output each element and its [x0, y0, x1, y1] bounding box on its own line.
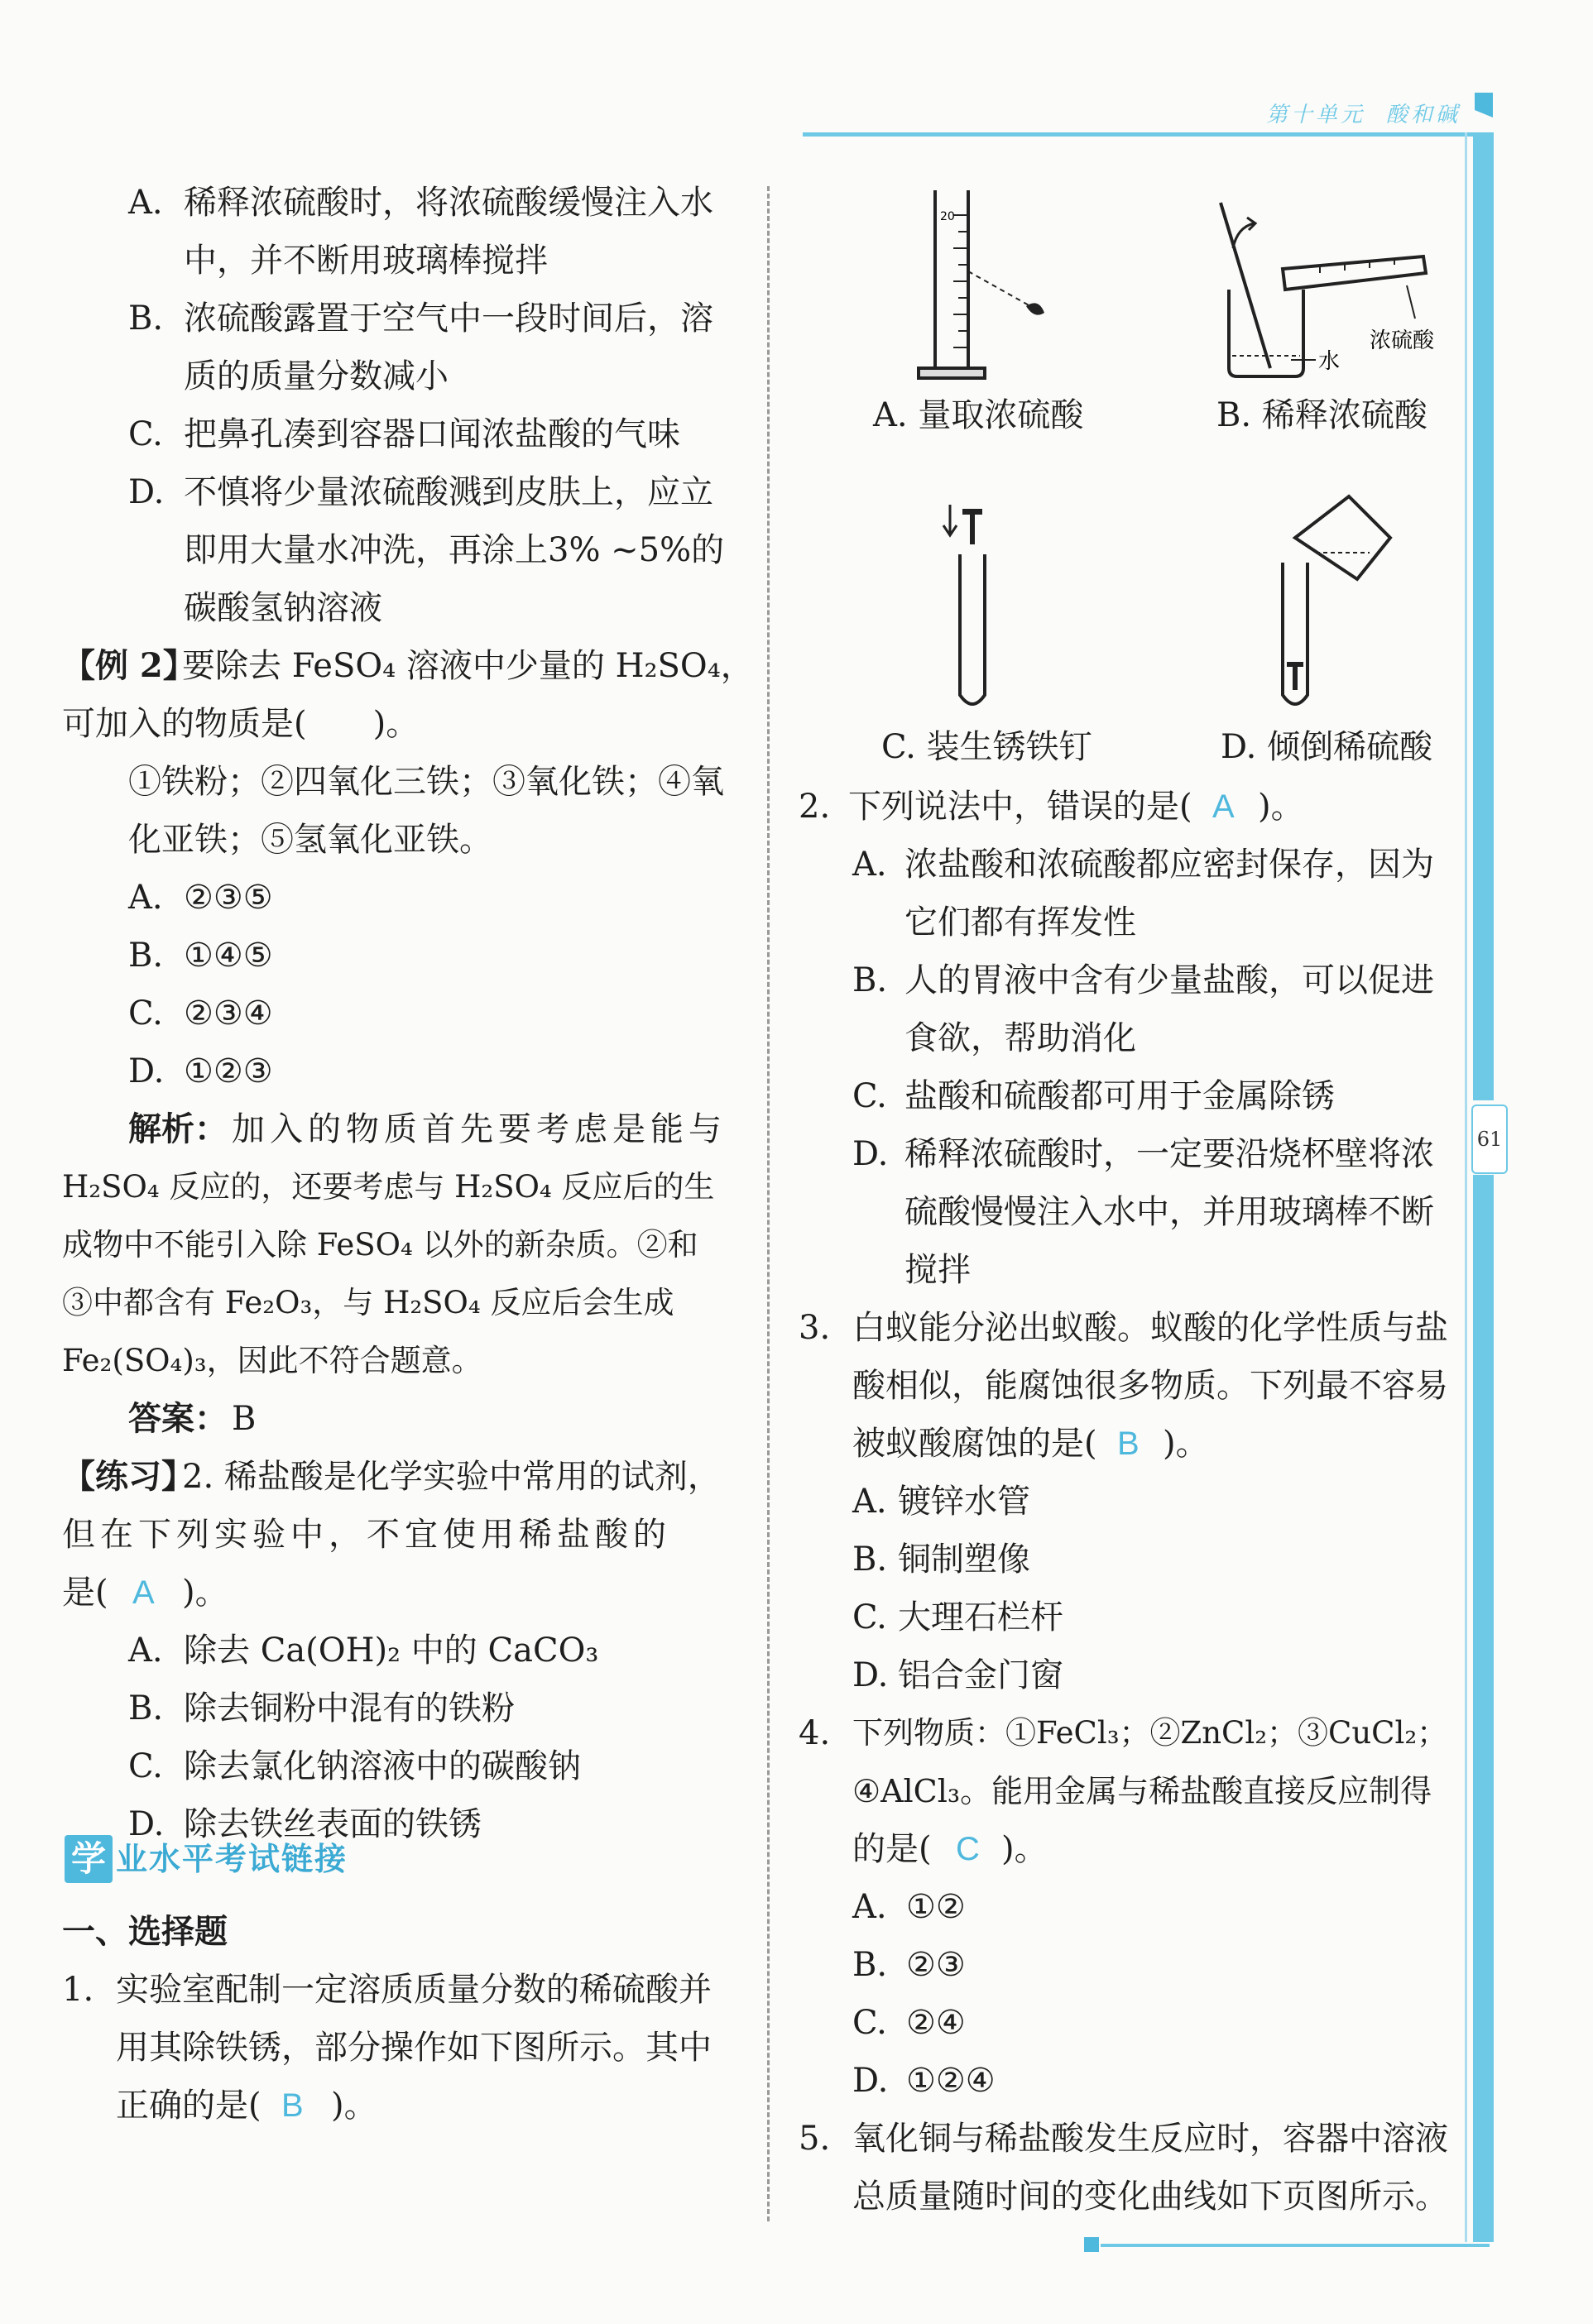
example2-option-a-letter: A.	[128, 879, 163, 917]
q2-option-b-letter: B.	[852, 961, 888, 999]
beaker	[1229, 290, 1303, 376]
sight-line	[968, 271, 1030, 306]
q5-line2: 总质量随时间的变化曲线如下页图所示。	[852, 2178, 1448, 2216]
q1-line3-pre: 正确的是(	[116, 2087, 262, 2125]
q2-option-a-letter: A.	[852, 846, 887, 884]
q2-answer: A	[1212, 788, 1235, 825]
figure-dilution	[1204, 190, 1452, 389]
prev-option-a-line1: 稀释浓硫酸时，将浓硫酸缓慢注入水	[184, 184, 713, 222]
q3-option-c-text: 大理石栏杆	[898, 1598, 1063, 1636]
practice-option-c-text: 除去氯化钠溶液中的碳酸钠	[184, 1747, 581, 1785]
practice-option-d-text: 除去铁丝表面的铁锈	[184, 1805, 482, 1843]
cylinder-ticks	[953, 215, 968, 347]
bottom-rule	[1101, 2244, 1490, 2247]
q4-option-c-text: ②④	[906, 2004, 966, 2042]
q3-option-a-text: 镀锌水管	[898, 1483, 1030, 1521]
q3-option-a-letter: A.	[852, 1483, 887, 1521]
acid-vessel	[1283, 256, 1426, 290]
q4-line2: ④AlCl₃。能用金属与稀盐酸直接反应制得	[852, 1773, 1432, 1809]
section-badge: 学	[65, 1835, 113, 1883]
nail-in-tube	[1287, 662, 1303, 690]
prev-option-a-line2: 中，并不断用玻璃棒搅拌	[184, 242, 548, 280]
prev-option-c-letter: C.	[128, 415, 163, 453]
q2-option-d-line3: 搅拌	[904, 1251, 971, 1289]
analysis-line1: 加入的物质首先要考虑是能与	[232, 1110, 727, 1148]
example2-tag: 【例 2】	[62, 646, 196, 685]
q3-option-d-text: 铝合金门窗	[898, 1656, 1063, 1694]
prev-option-d-letter: D.	[128, 473, 165, 511]
header-rule	[803, 132, 1481, 137]
practice-option-a-text: 除去 Ca(OH)₂ 中的 CaCO₃	[184, 1632, 599, 1670]
example2-stem2: 可加入的物质是( )。	[62, 705, 420, 743]
q3-line2: 酸相似，能腐蚀很多物质。下列最不容易	[852, 1367, 1448, 1405]
q2-option-b-line2: 食欲，帮助消化	[904, 1019, 1136, 1057]
stir-arrow-icon	[1233, 218, 1255, 248]
analysis-line2: H₂SO₄ 反应的，还要考虑与 H₂SO₄ 反应后的生	[62, 1169, 715, 1205]
practice-option-a-letter: A.	[128, 1632, 163, 1670]
practice-stem2: 但在下列实验中，不宜使用稀盐酸的	[62, 1516, 671, 1554]
practice-tag: 【练习】	[62, 1457, 194, 1496]
q4-option-d-text: ①②④	[906, 2062, 996, 2100]
prev-option-c-line1: 把鼻孔凑到容器口闻浓盐酸的气味	[184, 415, 680, 453]
side-bar-bottom	[1473, 1175, 1494, 2242]
side-bar-inner-line	[1465, 132, 1467, 2242]
q2-stem-post: )。	[1258, 788, 1304, 826]
q1-number: 1.	[62, 1971, 94, 2009]
q2-option-a-line2: 它们都有挥发性	[904, 903, 1136, 942]
practice-stem3-pre: 是(	[62, 1574, 108, 1612]
practice-option-d-letter: D.	[128, 1805, 165, 1843]
q1-line1: 实验室配制一定溶质质量分数的稀硫酸并	[116, 1971, 712, 2009]
q2-option-a-line1: 浓盐酸和浓硫酸都应密封保存，因为	[904, 846, 1434, 884]
bottom-square	[1084, 2237, 1099, 2252]
q1-line3-post: )。	[331, 2087, 377, 2125]
q3-option-b-letter: B.	[852, 1541, 888, 1579]
q4-option-a-text: ①②	[906, 1888, 966, 1926]
q4-line3-post: )。	[1001, 1830, 1048, 1868]
practice-option-b-letter: B.	[128, 1689, 164, 1727]
q2-option-d-letter: D.	[852, 1135, 889, 1173]
test-tube	[960, 554, 985, 704]
analysis-line5: Fe₂(SO₄)₃，因此不符合题意。	[62, 1343, 482, 1378]
q2-option-d-line1: 稀释浓硫酸时，一定要沿烧杯壁将浓	[904, 1135, 1434, 1173]
example2-option-d-text: ①②③	[184, 1052, 273, 1090]
label-conc-acid: 浓硫酸	[1370, 328, 1435, 353]
prev-option-d-line1: 不慎将少量浓硫酸溅到皮肤上，应立	[184, 473, 713, 511]
q2-number: 2.	[799, 788, 831, 826]
section-title: 业水平考试链接	[116, 1841, 348, 1877]
analysis-line4: ③中都含有 Fe₂O₃，与 H₂SO₄ 反应后会生成	[62, 1285, 674, 1320]
figure-b-caption: B. 稀释浓硫酸	[1216, 396, 1427, 434]
example2-option-a-text: ②③⑤	[184, 879, 273, 917]
example2-stem1: 要除去 FeSO₄ 溶液中少量的 H₂SO₄，	[182, 647, 754, 685]
figure-a-caption: A. 量取浓硫酸	[873, 396, 1084, 434]
q4-line3-pre: 的是(	[852, 1830, 932, 1868]
q5-line1: 氧化铜与稀盐酸发生反应时，容器中溶液	[852, 2120, 1448, 2158]
practice-stem1: 2. 稀盐酸是化学实验中常用的试剂，	[182, 1458, 721, 1496]
figure-test-tube-nail	[935, 496, 1018, 720]
q2-option-d-line2: 硫酸慢慢注入水中，并用玻璃棒不断	[904, 1193, 1434, 1231]
practice-stem3-post: )。	[182, 1574, 228, 1612]
q3-line3-post: )。	[1163, 1425, 1209, 1463]
header-unit: 第十单元	[1266, 103, 1366, 127]
column-divider	[767, 186, 770, 2221]
q3-option-d-letter: D.	[852, 1656, 889, 1694]
figure-graduated-cylinder	[902, 182, 1092, 389]
subsection-title: 一、选择题	[62, 1913, 228, 1951]
q4-number: 4.	[799, 1714, 831, 1752]
figure-c-caption: C. 装生锈铁钉	[881, 728, 1092, 766]
q4-option-b-letter: B.	[852, 1946, 888, 1984]
answer-value: B	[232, 1400, 257, 1438]
q3-answer: B	[1117, 1426, 1140, 1462]
acid-pointer	[1407, 285, 1415, 319]
iron-nail	[962, 509, 982, 544]
answer-label: 答案：	[128, 1400, 228, 1438]
q3-number: 3.	[799, 1309, 831, 1347]
practice-option-c-letter: C.	[128, 1747, 163, 1785]
analysis-label: 解析：	[128, 1110, 228, 1148]
q1-answer: B	[281, 2087, 304, 2124]
q3-line3-pre: 被蚁酸腐蚀的是(	[852, 1425, 1097, 1463]
q2-stem-pre: 下列说法中，错误的是(	[848, 788, 1192, 826]
figure-pour-acid	[1258, 488, 1423, 720]
example2-option-b-text: ①④⑤	[184, 937, 273, 975]
example2-option-c-letter: C.	[128, 994, 163, 1033]
example2-list2: 化亚铁；⑤氢氧化亚铁。	[128, 821, 492, 859]
q4-option-a-letter: A.	[852, 1888, 887, 1926]
q5-number: 5.	[799, 2120, 831, 2158]
prev-option-d-line2: 即用大量水冲洗，再涂上3% ~5%的	[184, 531, 725, 569]
header-corner-marker	[1475, 93, 1493, 117]
example2-option-d-letter: D.	[128, 1052, 165, 1090]
cylinder-scale-label: 20	[940, 210, 955, 223]
q4-option-c-letter: C.	[852, 2004, 887, 2042]
q2-option-c-letter: C.	[852, 1077, 887, 1115]
analysis-line3: 成物中不能引入除 FeSO₄ 以外的新杂质。②和	[62, 1227, 698, 1263]
q3-option-c-letter: C.	[852, 1598, 887, 1636]
header-topic: 酸和碱	[1386, 103, 1461, 127]
label-water: 水	[1318, 349, 1341, 374]
practice-answer: A	[132, 1574, 155, 1611]
example2-option-c-text: ②③④	[184, 994, 273, 1033]
q2-option-c-line1: 盐酸和硫酸都可用于金属除锈	[904, 1077, 1335, 1115]
prev-option-b-line1: 浓硫酸露置于空气中一段时间后，溶	[184, 299, 713, 338]
q4-line1: 下列物质：①FeCl₃；②ZnCl₂；③CuCl₂；	[852, 1715, 1448, 1751]
eye-icon	[1026, 303, 1044, 314]
prev-option-a-letter: A.	[128, 184, 163, 222]
page-number-tab	[1471, 1104, 1508, 1174]
q1-line2: 用其除铁锈，部分操作如下图所示。其中	[116, 2029, 712, 2067]
q3-option-b-text: 铜制塑像	[898, 1541, 1030, 1579]
q4-option-b-text: ②③	[906, 1946, 966, 1984]
figure-d-caption: D. 倾倒稀硫酸	[1221, 728, 1433, 766]
down-arrow-icon	[943, 505, 957, 535]
prev-option-b-letter: B.	[128, 299, 164, 338]
page-number: 61	[1476, 1128, 1503, 1151]
prev-option-b-line2: 质的质量分数减小	[184, 357, 449, 395]
side-bar-top	[1473, 132, 1494, 1100]
pouring-beaker	[1295, 496, 1390, 579]
q4-option-d-letter: D.	[852, 2062, 889, 2100]
example2-option-b-letter: B.	[128, 937, 164, 975]
q3-line1: 白蚁能分泌出蚁酸。蚁酸的化学性质与盐	[852, 1309, 1448, 1347]
q2-option-b-line1: 人的胃液中含有少量盐酸，可以促进	[904, 961, 1434, 999]
example2-list1: ①铁粉；②四氧化三铁；③氧化铁；④氧	[128, 763, 724, 801]
q4-answer: C	[956, 1831, 980, 1867]
prev-option-d-line3: 碳酸氢钠溶液	[184, 589, 382, 627]
practice-option-b-text: 除去铜粉中混有的铁粉	[184, 1689, 515, 1727]
